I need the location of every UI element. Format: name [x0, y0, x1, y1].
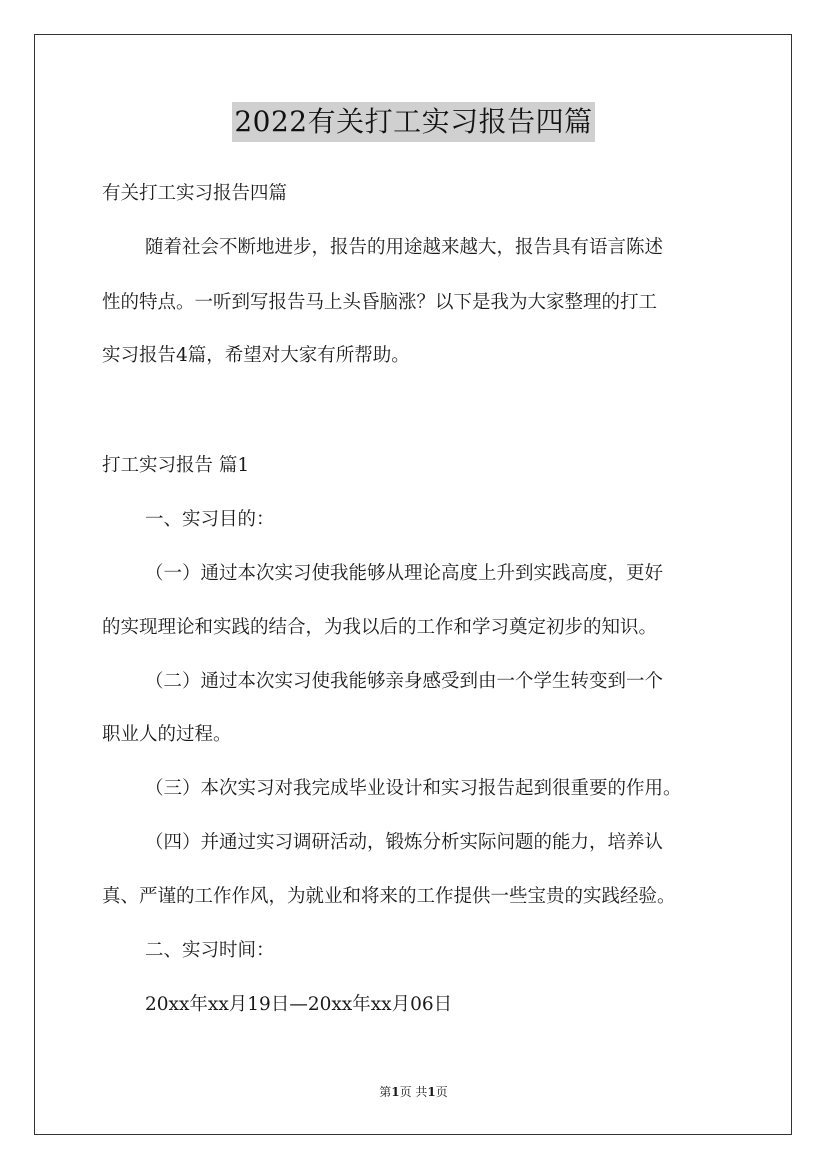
footer-suffix: 页 [435, 1085, 448, 1099]
item1-line-6: （四）并通过实习调研活动，锻炼分析实际问题的能力，培养认 [145, 832, 664, 853]
item1-line-4: 职业人的过程。 [102, 724, 232, 745]
item1-line-5: （三）本次实习对我完成毕业设计和实习报告起到很重要的作用。 [145, 778, 682, 799]
item1-line-2: 的实现理论和实践的结合，为我以后的工作和学习奠定初步的知识。 [102, 617, 658, 638]
footer-total-pages: 1 [427, 1085, 436, 1099]
item1-line-1: （一）通过本次实习使我能够从理论高度上升到实践高度，更好 [145, 563, 664, 584]
intro-line-3: 实习报告4篇，希望对大家有所帮助。 [102, 345, 410, 366]
title-container [0, 102, 827, 142]
item2-value: 20xx年xx月19日—20xx年xx月06日 [145, 994, 453, 1015]
document-subtitle: 有关打工实习报告四篇 [102, 183, 288, 204]
item1-line-7: 真、严谨的工作作风，为就业和将来的工作提供一些宝贵的实践经验。 [102, 886, 676, 907]
footer-mid: 页 共 [399, 1085, 428, 1099]
item1-heading: 一、实习目的： [145, 509, 275, 530]
item1-line-3: （二）通过本次实习使我能够亲身感受到由一个学生转变到一个 [145, 671, 664, 692]
document-title: 2022有关打工实习报告四篇 [232, 102, 594, 142]
footer-prefix: 第 [379, 1085, 392, 1099]
intro-line-1: 随着社会不断地进步，报告的用途越来越大，报告具有语言陈述 [145, 237, 664, 258]
intro-line-2: 性的特点。一听到写报告马上头昏脑涨？以下是我为大家整理的打工 [102, 292, 658, 313]
page-footer [0, 1084, 827, 1100]
item2-heading: 二、实习时间： [145, 940, 275, 961]
section-heading: 打工实习报告 篇1 [102, 455, 250, 476]
footer-current-page: 1 [391, 1085, 400, 1099]
